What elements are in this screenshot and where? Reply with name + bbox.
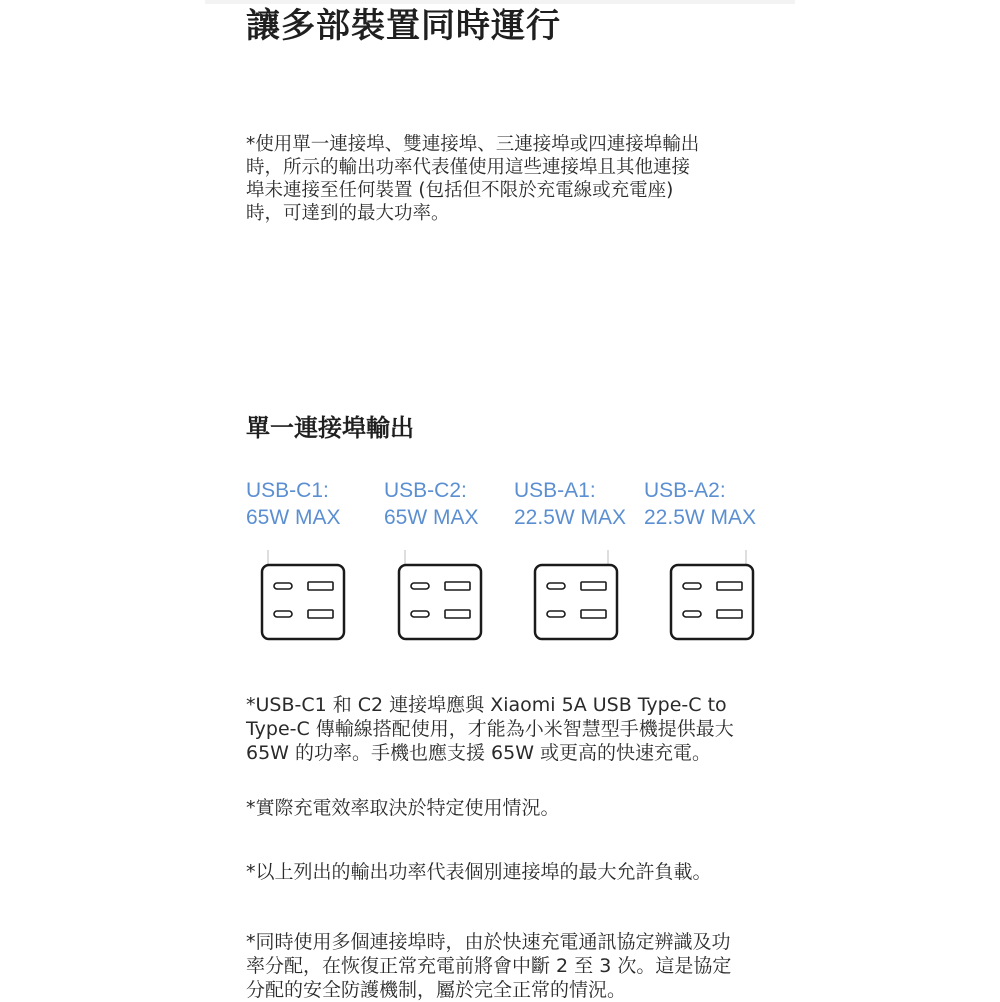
note-line: *實際充電效率取決於特定使用情況。 xyxy=(246,797,560,819)
port-name: USB-C2: xyxy=(384,479,467,502)
port-power: 65W MAX xyxy=(384,506,479,529)
charger-diagram-usb-a1 xyxy=(535,550,617,639)
port-power: 22.5W MAX xyxy=(644,506,757,529)
note-line: Type-C 傳輸線搭配使用，才能為小米智慧型手機提供最大 xyxy=(246,718,734,740)
efficiency-note xyxy=(246,796,560,820)
charger-body xyxy=(671,565,753,639)
port-name: USB-A2: xyxy=(644,479,726,502)
charger-diagram-usb-c2 xyxy=(399,550,481,639)
intro-note-line: *使用單一連接埠、雙連接埠、三連接埠或四連接埠輸出 xyxy=(246,134,700,155)
port-power: 22.5W MAX xyxy=(514,506,627,529)
charger-body xyxy=(262,565,344,639)
cable-note xyxy=(246,693,734,765)
charger-body xyxy=(535,565,617,639)
interruption-note xyxy=(246,930,731,1002)
note-line: 分配的安全防護機制，屬於完全正常的情況。 xyxy=(246,979,627,1001)
intro-note xyxy=(246,133,766,225)
port-label-usb-a2 xyxy=(644,477,756,531)
port-label-usb-c1 xyxy=(246,477,341,531)
port-label-usb-a1 xyxy=(514,477,626,531)
port-name: USB-C1: xyxy=(246,479,329,502)
note-line: 65W 的功率。手機也應支援 65W 或更高的快速充電。 xyxy=(246,742,712,764)
max-load-note xyxy=(246,860,712,884)
note-line: 率分配，在恢復正常充電前將會中斷 2 至 3 次。這是協定 xyxy=(246,955,732,977)
charger-diagram-usb-a2 xyxy=(671,550,753,639)
charger-body xyxy=(399,565,481,639)
intro-note-line: 時，可達到的最大功率。 xyxy=(246,203,450,224)
intro-note-line: 埠未連接至任何裝置 (包括但不限於充電線或充電座) xyxy=(246,180,674,201)
port-power: 65W MAX xyxy=(246,506,341,529)
port-label-usb-c2 xyxy=(384,477,479,531)
note-line: *以上列出的輸出功率代表個別連接埠的最大允許負載。 xyxy=(246,861,712,883)
page-title: 讓多部裝置同時運行 xyxy=(246,6,561,46)
note-line: *同時使用多個連接埠時，由於快速充電通訊協定辨識及功 xyxy=(246,931,731,953)
section-title: 單一連接埠輸出 xyxy=(246,414,414,442)
note-line: *USB-C1 和 C2 連接埠應與 Xiaomi 5A USB Type-C to xyxy=(246,694,727,716)
charger-diagram-usb-c1 xyxy=(262,550,344,639)
port-name: USB-A1: xyxy=(514,479,596,502)
intro-note-line: 時，所示的輸出功率代表僅使用這些連接埠且其他連接 xyxy=(246,157,691,178)
charger-diagrams xyxy=(240,545,760,645)
